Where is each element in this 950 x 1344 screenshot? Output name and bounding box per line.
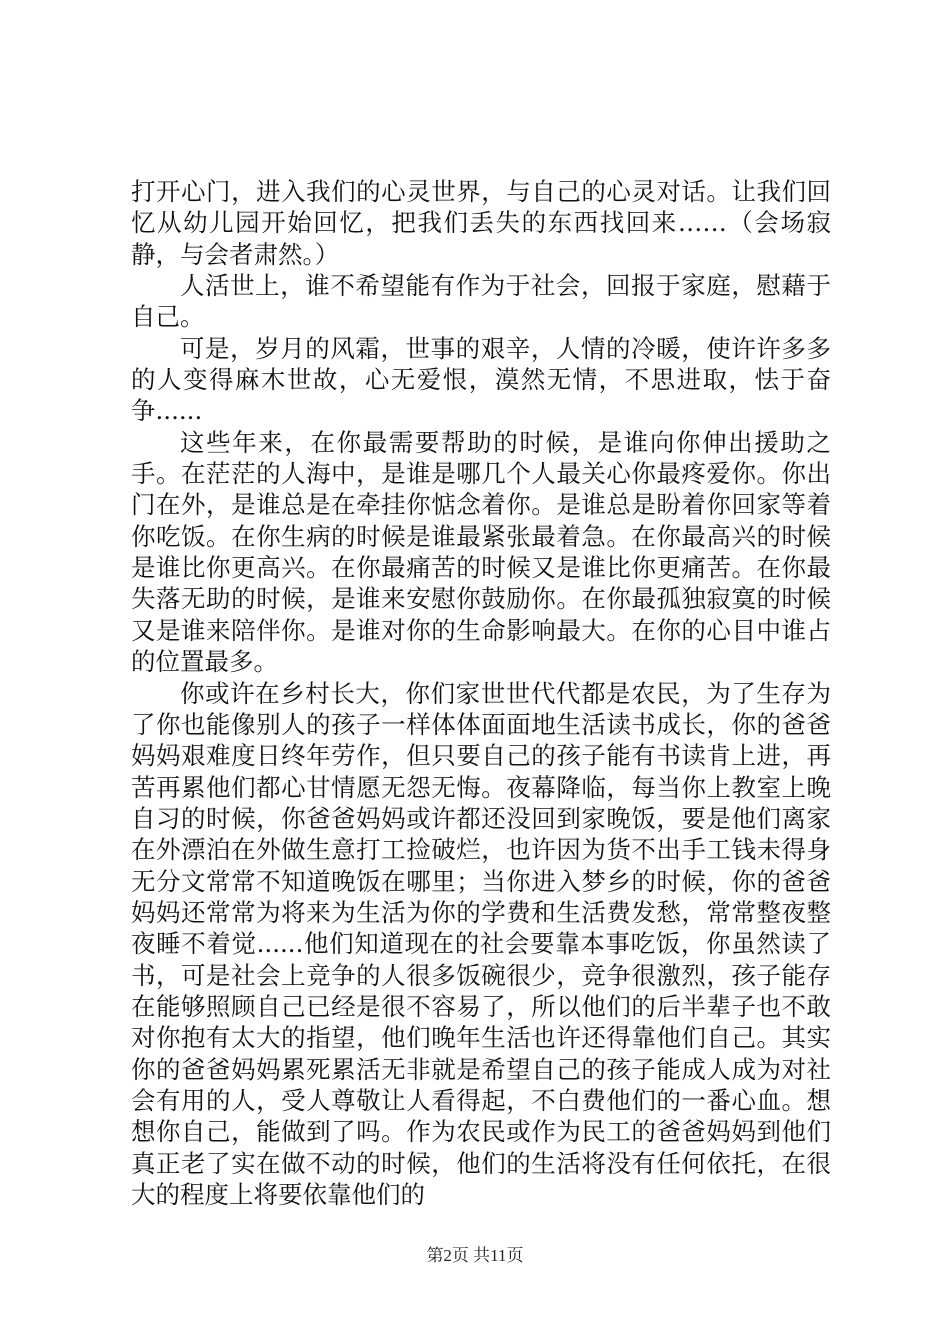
paragraph-5: 你或许在乡村长大，你们家世世代代都是农民，为了生存为了你也能像别人的孩子一样体体面面地生活读书成长，你的爸爸妈妈艰难度日终年劳作，但只要自己的孩子能有书读肯上进，再苦再累他们都心甘情愿无怨无悔。夜幕降临，每当你上教室上晚自习的时候，你爸爸妈妈或许都还没回到家晚饭，要是他们离家在外漂泊在外做生意打工捡破烂，也许因为货不出手工钱未得身无分文常常不知道晚饭在哪里；当你进入梦乡的时候，你的爸爸妈妈还常常为将来为生活为你的学费和生活费发愁，常常整夜整夜睡不着觉......他们知道现在的社会要靠本事吃饭，你虽然读了书，可是社会上竞争的人很多饭碗很少，竞争很激烈，孩子能存在能够照顾自己已经是很不容易了，所以他们的后半辈子也不敢对你抱有太大的指望，他们晚年生活也许还得靠他们自己。其实你的爸爸妈妈累死累活无非就是希望自己的孩子能成人成为对社会有用的人，受人尊敬让人看得起，不白费他们的一番心血。想想你自己，能做到了吗。作为农民或作为民工的爸爸妈妈到他们真正老了实在做不动的时候，他们的生活将没有任何依托，在很大的程度上将要依靠他们的 [131, 678, 831, 1209]
paragraph-4: 这些年来，在你最需要帮助的时候，是谁向你伸出援助之手。在茫茫的人海中，是谁是哪几个人最关心你最疼爱你。你出门在外，是谁总是在牵挂你惦念着你。是谁总是盼着你回家等着你吃饭。在你生病的时候是谁最紧张最着急。在你最高兴的时候是谁比你更高兴。在你最痛苦的时候又是谁比你更痛苦。在你最失落无助的时候，是谁来安慰你鼓励你。在你最孤独寂寞的时候又是谁来陪伴你。是谁对你的生命影响最大。在你的心目中谁占的位置最多。 [131, 427, 831, 677]
paragraph-3: 可是，岁月的风霜，世事的艰辛，人情的冷暖，使许许多多的人变得麻木世故，心无爱恨，漠然无情，不思进取，怯于奋争...... [131, 333, 831, 426]
paragraph-2: 人活世上，谁不希望能有作为于社会，回报于家庭，慰藉于自己。 [131, 271, 831, 332]
paragraph-1: 打开心门，进入我们的心灵世界，与自己的心灵对话。让我们回忆从幼儿园开始回忆，把我们丢失的东西找回来……（会场寂静，与会者肃然。） [131, 177, 831, 269]
page-number-footer: 第2页 共11页 [426, 1246, 524, 1265]
document-body [131, 176, 831, 1210]
